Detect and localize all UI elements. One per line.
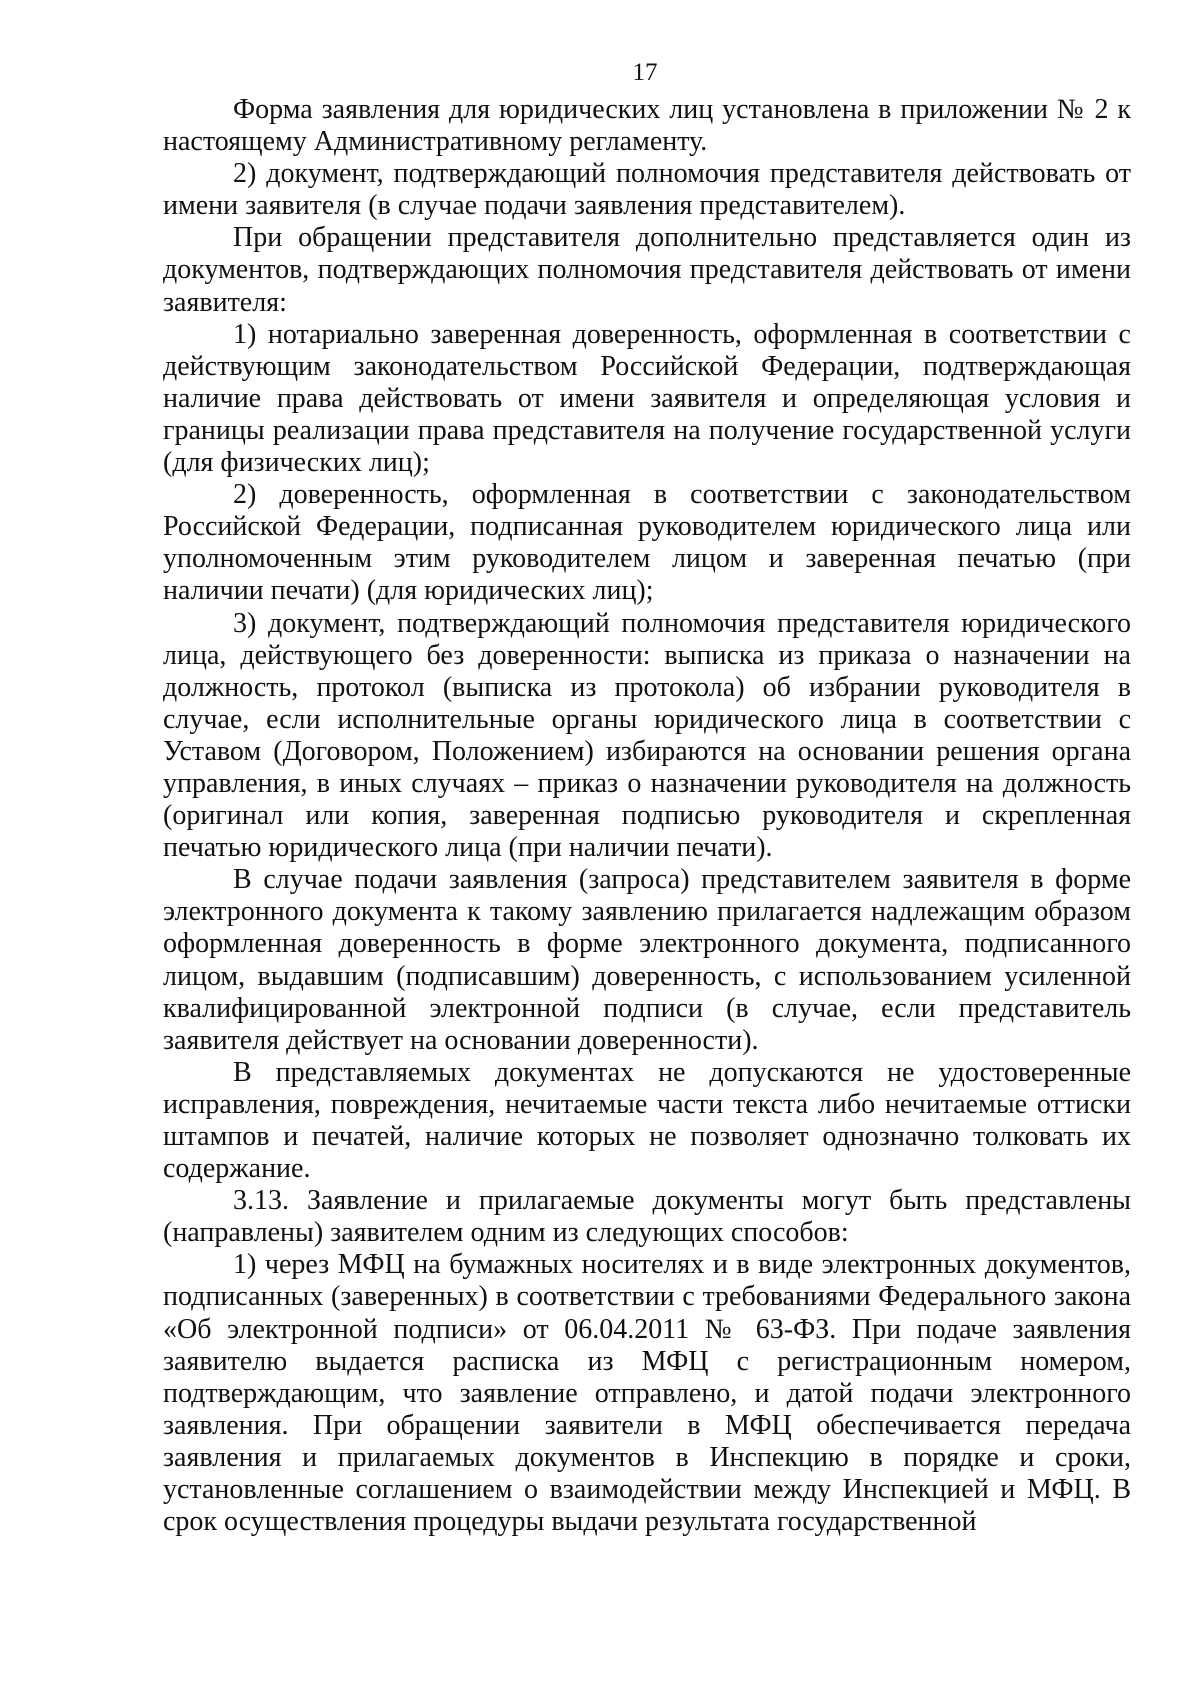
page-number: 17 <box>632 59 658 86</box>
paragraph-authority-document: 3) документ, подтверждающий полномочия представителя юридического лица, действующего без доверенности: выписка из приказа о назначении на должность, протокол (выписка из протокола) об избрании руководителя в случае, если исполнительные органы юридического лица в соответствии с Уставом (Договором, Положением) избираются на основании решения органа управления, в иных случаях – приказ о назначении руководителя на должность (оригинал или копия, заверенная подписью руководителя и скрепленная печатью юридического лица (при наличии печати). <box>163 607 1131 864</box>
document-body <box>163 94 1131 1538</box>
paragraph-section-3-13: 3.13. Заявление и прилагаемые документы могут быть представлены (направлены) заявителем одним из следующих способов: <box>163 1185 1131 1249</box>
paragraph-representative-intro: При обращении представителя дополнительно представляется один из документов, подтверждающих полномочия представителя действовать от имени заявителя: <box>163 222 1131 318</box>
paragraph-electronic-submission: В случае подачи заявления (запроса) представителем заявителя в форме электронного документа к такому заявлению прилагается надлежащим образом оформленная доверенность в форме электронного документа, подписанного лицом, выдавшим (подписавшим) доверенность, с использованием усиленной квалифицированной электронной подписи (в случае, если представитель заявителя действует на основании доверенности). <box>163 864 1131 1056</box>
paragraph-mfc-submission: 1) через МФЦ на бумажных носителях и в виде электронных документов, подписанных (заверенных) в соответствии с требованиями Федерального закона «Об электронной подписи» от 06.04.2011 № 63-ФЗ. При подаче заявления заявителю выдается расписка из МФЦ с регистрационным номером, подтверждающим, что заявление отправлено, и датой подачи электронного заявления. При обращении заявители в МФЦ обеспечивается передача заявления и прилагаемых документов в Инспекцию в порядке и сроки, установленные соглашением о взаимодействии между Инспекцией и МФЦ. В срок осуществления процедуры выдачи результата государственной <box>163 1249 1131 1538</box>
paragraph-representative-document: 2) документ, подтверждающий полномочия представителя действовать от имени заявителя (в случае подачи заявления представителем). <box>163 158 1131 222</box>
paragraph-document-requirements: В представляемых документах не допускаются не удостоверенные исправления, повреждения, нечитаемые части текста либо нечитаемые оттиски штампов и печатей, наличие которых не позволяет однозначно толковать их содержание. <box>163 1056 1131 1185</box>
paragraph-notarial-power-of-attorney: 1) нотариально заверенная доверенность, оформленная в соответствии с действующим законодательством Российской Федерации, подтверждающая наличие права действовать от имени заявителя и определяющая условия и границы реализации права представителя на получение государственной услуги (для физических лиц); <box>163 318 1131 479</box>
paragraph-form-note: Форма заявления для юридических лиц установлена в приложении № 2 к настоящему Административному регламенту. <box>163 94 1131 158</box>
paragraph-legal-entity-power-of-attorney: 2) доверенность, оформленная в соответствии с законодательством Российской Федерации, подписанная руководителем юридического лица или уполномоченным этим руководителем лицом и заверенная печатью (при наличии печати) (для юридических лиц); <box>163 479 1131 607</box>
